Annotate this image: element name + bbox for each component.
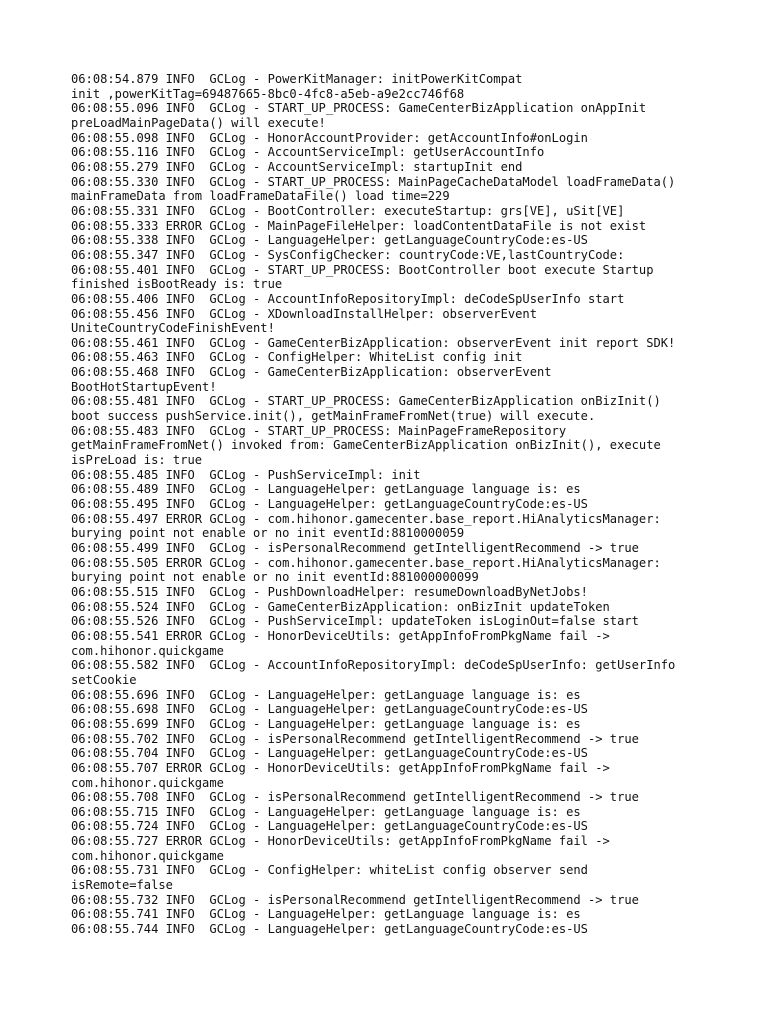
log-line: 06:08:55.489 INFO GCLog - LanguageHelper: getLanguage language is: es	[71, 482, 581, 497]
log-line: 06:08:55.696 INFO GCLog - LanguageHelper: getLanguage language is: es	[71, 687, 581, 702]
log-line: 06:08:55.744 INFO GCLog - LanguageHelper: getLanguageCountryCode:es-US	[71, 922, 588, 937]
log-line: 06:08:55.333 ERROR GCLog - MainPageFileHelper: loadContentDataFile is not exist	[71, 218, 647, 233]
log-line: 06:08:55.707 ERROR GCLog - HonorDeviceUtils: getAppInfoFromPkgName fail -> com.hihonor.quickgame	[71, 760, 610, 790]
log-line: 06:08:55.338 INFO GCLog - LanguageHelper: getLanguageCountryCode:es-US	[71, 233, 588, 248]
log-line: 06:08:55.096 INFO GCLog - START_UP_PROCESS: GameCenterBizApplication onAppInit preLoadMainPageData() will execute!	[71, 101, 647, 130]
log-line: 06:08:55.715 INFO GCLog - LanguageHelper: getLanguage language is: es	[71, 804, 581, 819]
log-line: 06:08:55.699 INFO GCLog - LanguageHelper: getLanguage language is: es	[71, 716, 581, 731]
log-line: 06:08:55.698 INFO GCLog - LanguageHelper: getLanguageCountryCode:es-US	[71, 702, 588, 717]
log-line: 06:08:55.330 INFO GCLog - START_UP_PROCESS: MainPageCacheDataModel loadFrameData() mainFrameData from loadFrameDataFile() load time=229	[71, 174, 676, 204]
log-line: 06:08:55.468 INFO GCLog - GameCenterBizApplication: observerEvent BootHotStartupEvent!	[71, 365, 552, 394]
log-line: 06:08:55.406 INFO GCLog - AccountInfoRepositoryImpl: deCodeSpUserInfo start	[71, 291, 625, 306]
log-line: 06:08:55.485 INFO GCLog - PushServiceImpl: init	[71, 467, 421, 482]
log-line: 06:08:55.505 ERROR GCLog - com.hihonor.gamecenter.base_report.HiAnalyticsManager: burying point not enable or no init eventId:881000000099	[71, 555, 661, 585]
log-line: 06:08:55.741 INFO GCLog - LanguageHelper: getLanguage language is: es	[71, 907, 581, 922]
log-line: 06:08:55.732 INFO GCLog - isPersonalRecommend getIntelligentRecommend -> true	[71, 892, 639, 907]
log-line: 06:08:55.401 INFO GCLog - START_UP_PROCESS: BootController boot execute Startup finished isBootReady is: true	[71, 262, 654, 292]
log-line: 06:08:55.704 INFO GCLog - LanguageHelper: getLanguageCountryCode:es-US	[71, 746, 588, 761]
log-line: 06:08:55.463 INFO GCLog - ConfigHelper: WhiteList config init	[71, 350, 523, 365]
log-line: 06:08:55.731 INFO GCLog - ConfigHelper: whiteList config observer send isRemote=false	[71, 863, 588, 893]
log-line: 06:08:55.499 INFO GCLog - isPersonalRecommend getIntelligentRecommend -> true	[71, 541, 639, 555]
log-line: 06:08:55.481 INFO GCLog - START_UP_PROCESS: GameCenterBizApplication onBizInit() boot success pushService.init(), getMainFrameFromNet(true) will execute.	[71, 394, 661, 424]
log-line: 06:08:55.495 INFO GCLog - LanguageHelper: getLanguageCountryCode:es-US	[71, 497, 588, 512]
log-line: 06:08:55.708 INFO GCLog - isPersonalRecommend getIntelligentRecommend -> true	[71, 790, 639, 805]
log-line: 06:08:55.461 INFO GCLog - GameCenterBizApplication: observerEvent init report SDK!	[71, 335, 676, 350]
log-line: 06:08:55.098 INFO GCLog - HonorAccountProvider: getAccountInfo#onLogin	[71, 130, 588, 145]
log-line: 06:08:55.582 INFO GCLog - AccountInfoRepositoryImpl: deCodeSpUserInfo: getUserInfo setCookie	[71, 658, 676, 687]
log-line: 06:08:55.497 ERROR GCLog - com.hihonor.gamecenter.base_report.HiAnalyticsManager: burying point not enable or no init eventId:8810000059	[71, 511, 661, 541]
log-line: 06:08:55.541 ERROR GCLog - HonorDeviceUtils: getAppInfoFromPkgName fail -> com.hihonor.quickgame	[71, 628, 610, 658]
log-document	[71, 72, 731, 937]
log-line: 06:08:54.879 INFO GCLog - PowerKitManager: initPowerKitCompat init ,powerKitTag=69487665-8bc0-4fc8-a5eb-a9e2cc746f68	[71, 72, 523, 101]
log-line: 06:08:55.483 INFO GCLog - START_UP_PROCESS: MainPageFrameRepository getMainFrameFromNet() invoked from: GameCenterBizApplication onBizInit(), execute isPreLoad is: true	[71, 423, 661, 468]
log-line: 06:08:55.456 INFO GCLog - XDownloadInstallHelper: observerEvent UniteCountryCodeFinishEvent!	[71, 306, 537, 336]
log-line: 06:08:55.515 INFO GCLog - PushDownloadHelper: resumeDownloadByNetJobs!	[71, 584, 588, 599]
log-line: 06:08:55.727 ERROR GCLog - HonorDeviceUtils: getAppInfoFromPkgName fail -> com.hihonor.quickgame	[71, 834, 610, 863]
log-line: 06:08:55.724 INFO GCLog - LanguageHelper: getLanguageCountryCode:es-US	[71, 819, 588, 834]
log-line: 06:08:55.347 INFO GCLog - SysConfigChecker: countryCode:VE,lastCountryCode:	[71, 247, 625, 262]
log-line: 06:08:55.331 INFO GCLog - BootController: executeStartup: grs[VE], uSit[VE]	[71, 203, 625, 218]
log-line: 06:08:55.116 INFO GCLog - AccountServiceImpl: getUserAccountInfo	[71, 145, 545, 160]
log-line: 06:08:55.524 INFO GCLog - GameCenterBizApplication: onBizInit updateToken	[71, 599, 610, 614]
log-line: 06:08:55.526 INFO GCLog - PushServiceImpl: updateToken isLoginOut=false start	[71, 614, 639, 629]
log-line: 06:08:55.279 INFO GCLog - AccountServiceImpl: startupInit end	[71, 159, 523, 174]
log-line: 06:08:55.702 INFO GCLog - isPersonalRecommend getIntelligentRecommend -> true	[71, 731, 639, 746]
